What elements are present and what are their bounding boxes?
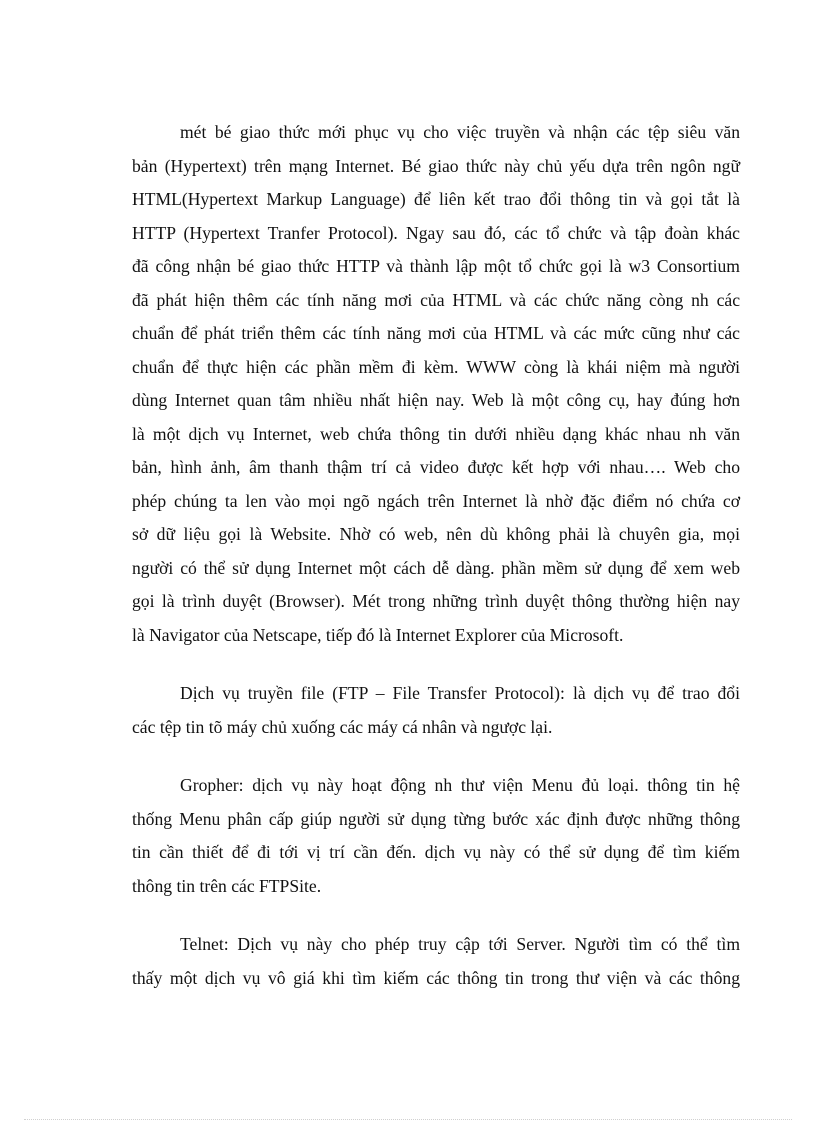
text-line: thống Menu phân cấp giúp người sử dụng từng bước xác định được những thông — [132, 808, 740, 829]
text-line: là một dịch vụ Internet, web chứa thông tin dưới nhiều dạng khác nhau nh văn — [132, 423, 740, 444]
text-line: sở dữ liệu gọi là Website. Nhờ có web, nên dù không phải là chuyên gia, mọi — [132, 524, 740, 544]
text-line: đã phát hiện thêm các tính năng mơi của HTML và các chức năng còng nh các — [132, 289, 740, 310]
text-line: HTML(Hypertext Markup Language) để liên kết trao đổi thông tin và gọi tắt là — [132, 189, 740, 209]
body-text — [132, 116, 740, 1020]
text-line: mét bé giao thức mới phục vụ cho việc truyền và nhận các tệp siêu văn — [180, 122, 740, 142]
text-line: phép chúng ta len vào mọi ngõ ngách trên Internet là nhờ đặc điểm nó chứa cơ — [132, 490, 740, 511]
paragraph-www — [132, 116, 740, 652]
text-line: bản, hình ảnh, âm thanh thậm trí cả video được kết hợp với nhau…. Web cho — [132, 457, 740, 477]
text-line: thông tin trên các FTPSite. — [132, 875, 322, 896]
text-line: là Navigator của Netscape, tiếp đó là Internet Explorer của Microsoft. — [132, 624, 624, 645]
text-line: chuẩn để phát triển thêm các tính năng mơi của HTML và các mức cũng như các — [132, 323, 740, 343]
text-line: Dịch vụ truyền file (FTP – File Transfer Protocol): là dịch vụ để trao đổi — [180, 683, 740, 703]
text-line: bản (Hypertext) trên mạng Internet. Bé giao thức này chủ yếu dựa trên ngôn ngữ — [132, 155, 740, 176]
text-line: Telnet: Dịch vụ này cho phép truy cập tới Server. Người tìm có thể tìm — [180, 934, 740, 954]
text-line: các tệp tin tõ máy chủ xuống các máy cá nhân và ngược lại. — [132, 716, 553, 737]
paragraph-telnet — [132, 928, 740, 995]
text-line: chuẩn để thực hiện các phần mềm đi kèm. WWW còng là khái niệm mà người — [132, 356, 740, 377]
text-line: gọi là trình duyệt (Browser). Mét trong những trình duyệt thông thường hiện nay — [132, 591, 740, 611]
paragraph-gopher — [132, 769, 740, 903]
paragraph-ftp — [132, 677, 740, 744]
text-line: Gropher: dịch vụ này hoạt động nh thư viện Menu đủ loại. thông tin hệ — [180, 775, 740, 795]
text-line: tin cần thiết để đi tới vị trí cần đến. dịch vụ này có thể sử dụng để tìm kiếm — [132, 842, 740, 862]
text-line: người có thể sử dụng Internet một cách dễ dàng. phần mềm sử dụng để xem web — [132, 557, 740, 578]
text-line: HTTP (Hypertext Tranfer Protocol). Ngay sau đó, các tổ chức và tập đoàn khác — [132, 222, 740, 243]
text-line: dùng Internet quan tâm nhiều nhất hiện nay. Web là một công cụ, hay đúng hơn — [132, 390, 740, 410]
page-bottom-rule — [24, 1119, 792, 1120]
text-line: thấy một dịch vụ vô giá khi tìm kiếm các thông tin trong thư viện và các thông — [132, 967, 740, 988]
text-line: đã công nhận bé giao thức HTTP và thành lập một tổ chức gọi là w3 Consortium — [132, 256, 740, 276]
